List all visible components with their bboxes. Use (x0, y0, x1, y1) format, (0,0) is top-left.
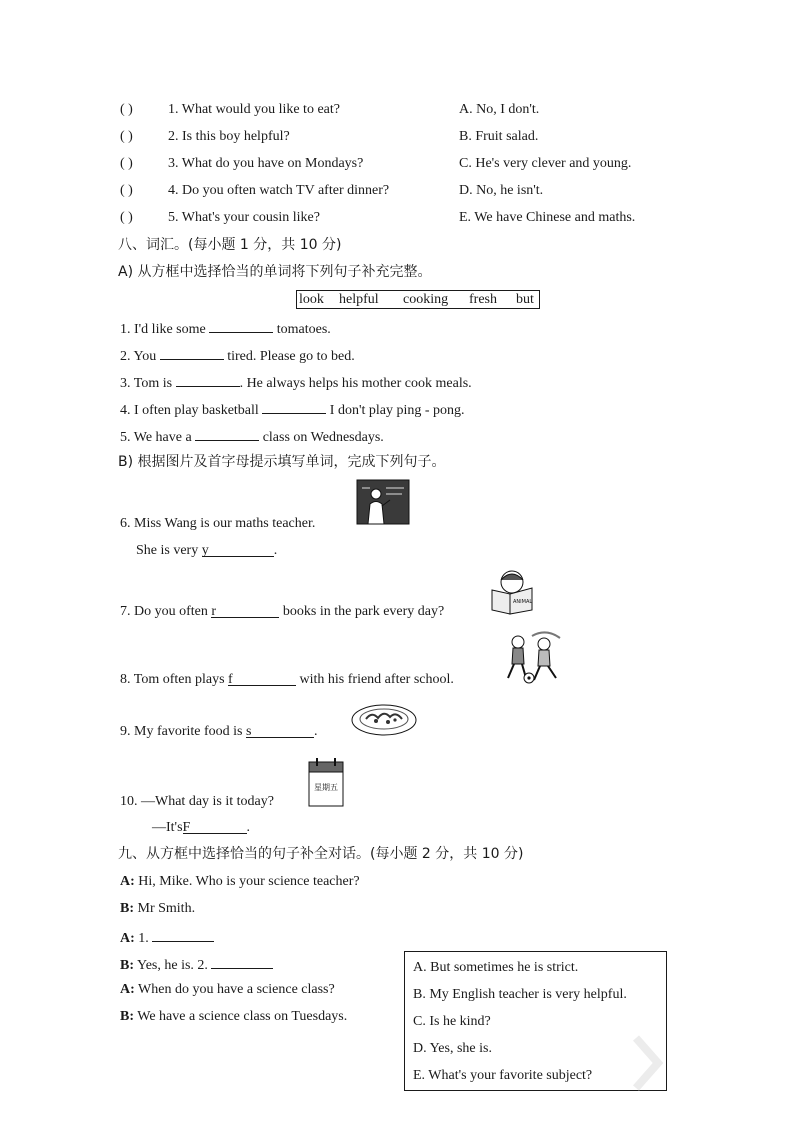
item-text: tomatoes. (276, 322, 331, 337)
dialog-text: Yes, he is. 2. (136, 958, 208, 973)
q8-line (120, 672, 454, 688)
item-text: with his friend after school. (299, 672, 454, 687)
item-text: 2. You (120, 349, 157, 364)
question-text: 4. Do you often watch TV after dinner? (168, 183, 390, 198)
match-answer-a: A. No, I don't. (459, 102, 540, 117)
dialog-line-5 (120, 982, 335, 998)
item-text: books in the park every day? (282, 604, 445, 619)
dialog-option-d: D. Yes, she is. (413, 1041, 492, 1056)
question-text: 1. What would you like to eat? (168, 102, 340, 117)
item-text: She is very (136, 543, 199, 558)
answer-blank[interactable] (183, 820, 247, 834)
first-letter-hint: s (245, 724, 252, 739)
item-text: 4. I often play basketball (120, 403, 259, 418)
boys-playing-football-image (502, 628, 566, 686)
answer-blank[interactable] (195, 427, 259, 441)
teacher-blackboard-image (356, 478, 410, 528)
q10-line-1: 10. —What day is it today? (120, 794, 274, 809)
q9-line (120, 724, 317, 740)
dialog-line-2 (120, 901, 195, 917)
fill-item-a3 (120, 373, 472, 392)
section-8-part-a-instruction: A) 从方框中选择恰当的单词将下列句子补充完整。 (118, 264, 432, 280)
answer-blank[interactable] (152, 928, 214, 942)
match-answer-e: E. We have Chinese and maths. (459, 210, 636, 225)
answer-paren[interactable]: ( ) (120, 210, 133, 225)
speaker: A: (120, 874, 135, 889)
fill-item-a1 (120, 319, 331, 338)
item-text: I don't play ping - pong. (329, 403, 465, 418)
item-text: . He always helps his mother cook meals. (239, 376, 472, 391)
item-text: . (246, 820, 251, 835)
item-text: 7. Do you often (120, 604, 208, 619)
dialog-line-3 (120, 928, 214, 947)
item-text: —It's (152, 820, 183, 835)
item-text: 8. Tom often plays (120, 672, 225, 687)
word-bank-item: look (299, 292, 324, 307)
answer-blank[interactable] (262, 400, 326, 414)
answer-paren[interactable]: ( ) (120, 129, 133, 144)
section-8-heading: 八、词汇。(每小题 1 分，共 10 分) (118, 237, 342, 253)
answer-blank[interactable] (228, 672, 296, 686)
q10-line-2 (152, 820, 250, 836)
speaker: B: (120, 901, 134, 916)
speaker: A: (120, 931, 135, 946)
section-8-part-b-instruction: B) 根据图片及首字母提示填写单词，完成下列句子。 (118, 454, 446, 470)
answer-paren[interactable]: ( ) (120, 183, 133, 198)
match-answer-c: C. He's very clever and young. (459, 156, 632, 171)
item-text: class on Wednesdays. (262, 430, 384, 445)
watermark-chevron (628, 1034, 668, 1092)
dialog-text: Mr Smith. (137, 901, 196, 916)
dialog-line-1 (120, 874, 360, 890)
item-text: tired. Please go to bed. (227, 349, 355, 364)
match-answer-b: B. Fruit salad. (459, 129, 539, 144)
first-letter-hint: f (228, 672, 233, 687)
answer-paren[interactable]: ( ) (120, 156, 133, 171)
dialog-text: Hi, Mike. Who is your science teacher? (138, 874, 360, 889)
match-answer-d: D. No, he isn't. (459, 183, 544, 198)
item-text: 3. Tom is (120, 376, 173, 391)
dialog-text: 1. (138, 931, 149, 946)
fill-item-a2 (120, 346, 355, 365)
speaker: B: (120, 1009, 134, 1024)
item-text: 9. My favorite food is (120, 724, 243, 739)
dialog-line-4 (120, 955, 273, 974)
answer-blank[interactable] (211, 955, 273, 969)
first-letter-hint: y (201, 543, 209, 558)
dialog-option-b: B. My English teacher is very helpful. (413, 987, 627, 1002)
girl-reading-book-image (486, 568, 536, 618)
word-bank-item: but (516, 292, 534, 307)
question-text: 2. Is this boy helpful? (168, 129, 290, 144)
calendar-friday-image (306, 756, 346, 808)
word-bank-item: fresh (469, 292, 497, 307)
answer-blank[interactable] (211, 604, 279, 618)
answer-blank[interactable] (209, 319, 273, 333)
q7-line (120, 604, 444, 620)
first-letter-hint: F (182, 820, 191, 835)
item-text: . (273, 543, 278, 558)
answer-blank[interactable] (202, 543, 274, 557)
salad-plate-image (350, 702, 418, 738)
speaker: B: (120, 958, 134, 973)
dialog-text: We have a science class on Tuesdays. (137, 1009, 348, 1024)
speaker: A: (120, 982, 135, 997)
dialog-option-e: E. What's your favorite subject? (413, 1068, 593, 1083)
question-text: 3. What do you have on Mondays? (168, 156, 364, 171)
word-bank-item: helpful (339, 292, 379, 307)
book-cover-label: ANIMAL (513, 599, 533, 605)
dialog-option-a: A. But sometimes he is strict. (413, 960, 579, 975)
item-text: 1. I'd like some (120, 322, 206, 337)
section-9-heading: 九、从方框中选择恰当的句子补全对话。(每小题 2 分，共 10 分) (118, 846, 524, 862)
q6-line-2 (136, 543, 277, 559)
item-text: . (313, 724, 318, 739)
dialog-line-6 (120, 1009, 347, 1025)
word-bank-item: cooking (403, 292, 449, 307)
calendar-day-label: 星期五 (314, 783, 338, 792)
dialog-text: When do you have a science class? (138, 982, 335, 997)
dialog-option-c: C. Is he kind? (413, 1014, 491, 1029)
q6-line-1: 6. Miss Wang is our maths teacher. (120, 516, 316, 531)
first-letter-hint: r (211, 604, 217, 619)
answer-blank[interactable] (246, 724, 314, 738)
answer-blank[interactable] (160, 346, 224, 360)
answer-paren[interactable]: ( ) (120, 102, 133, 117)
question-text: 5. What's your cousin like? (168, 210, 320, 225)
item-text: 5. We have a (120, 430, 192, 445)
answer-blank[interactable] (176, 373, 240, 387)
fill-item-a4 (120, 400, 465, 419)
fill-item-a5 (120, 427, 384, 446)
word-bank-box (296, 290, 540, 309)
